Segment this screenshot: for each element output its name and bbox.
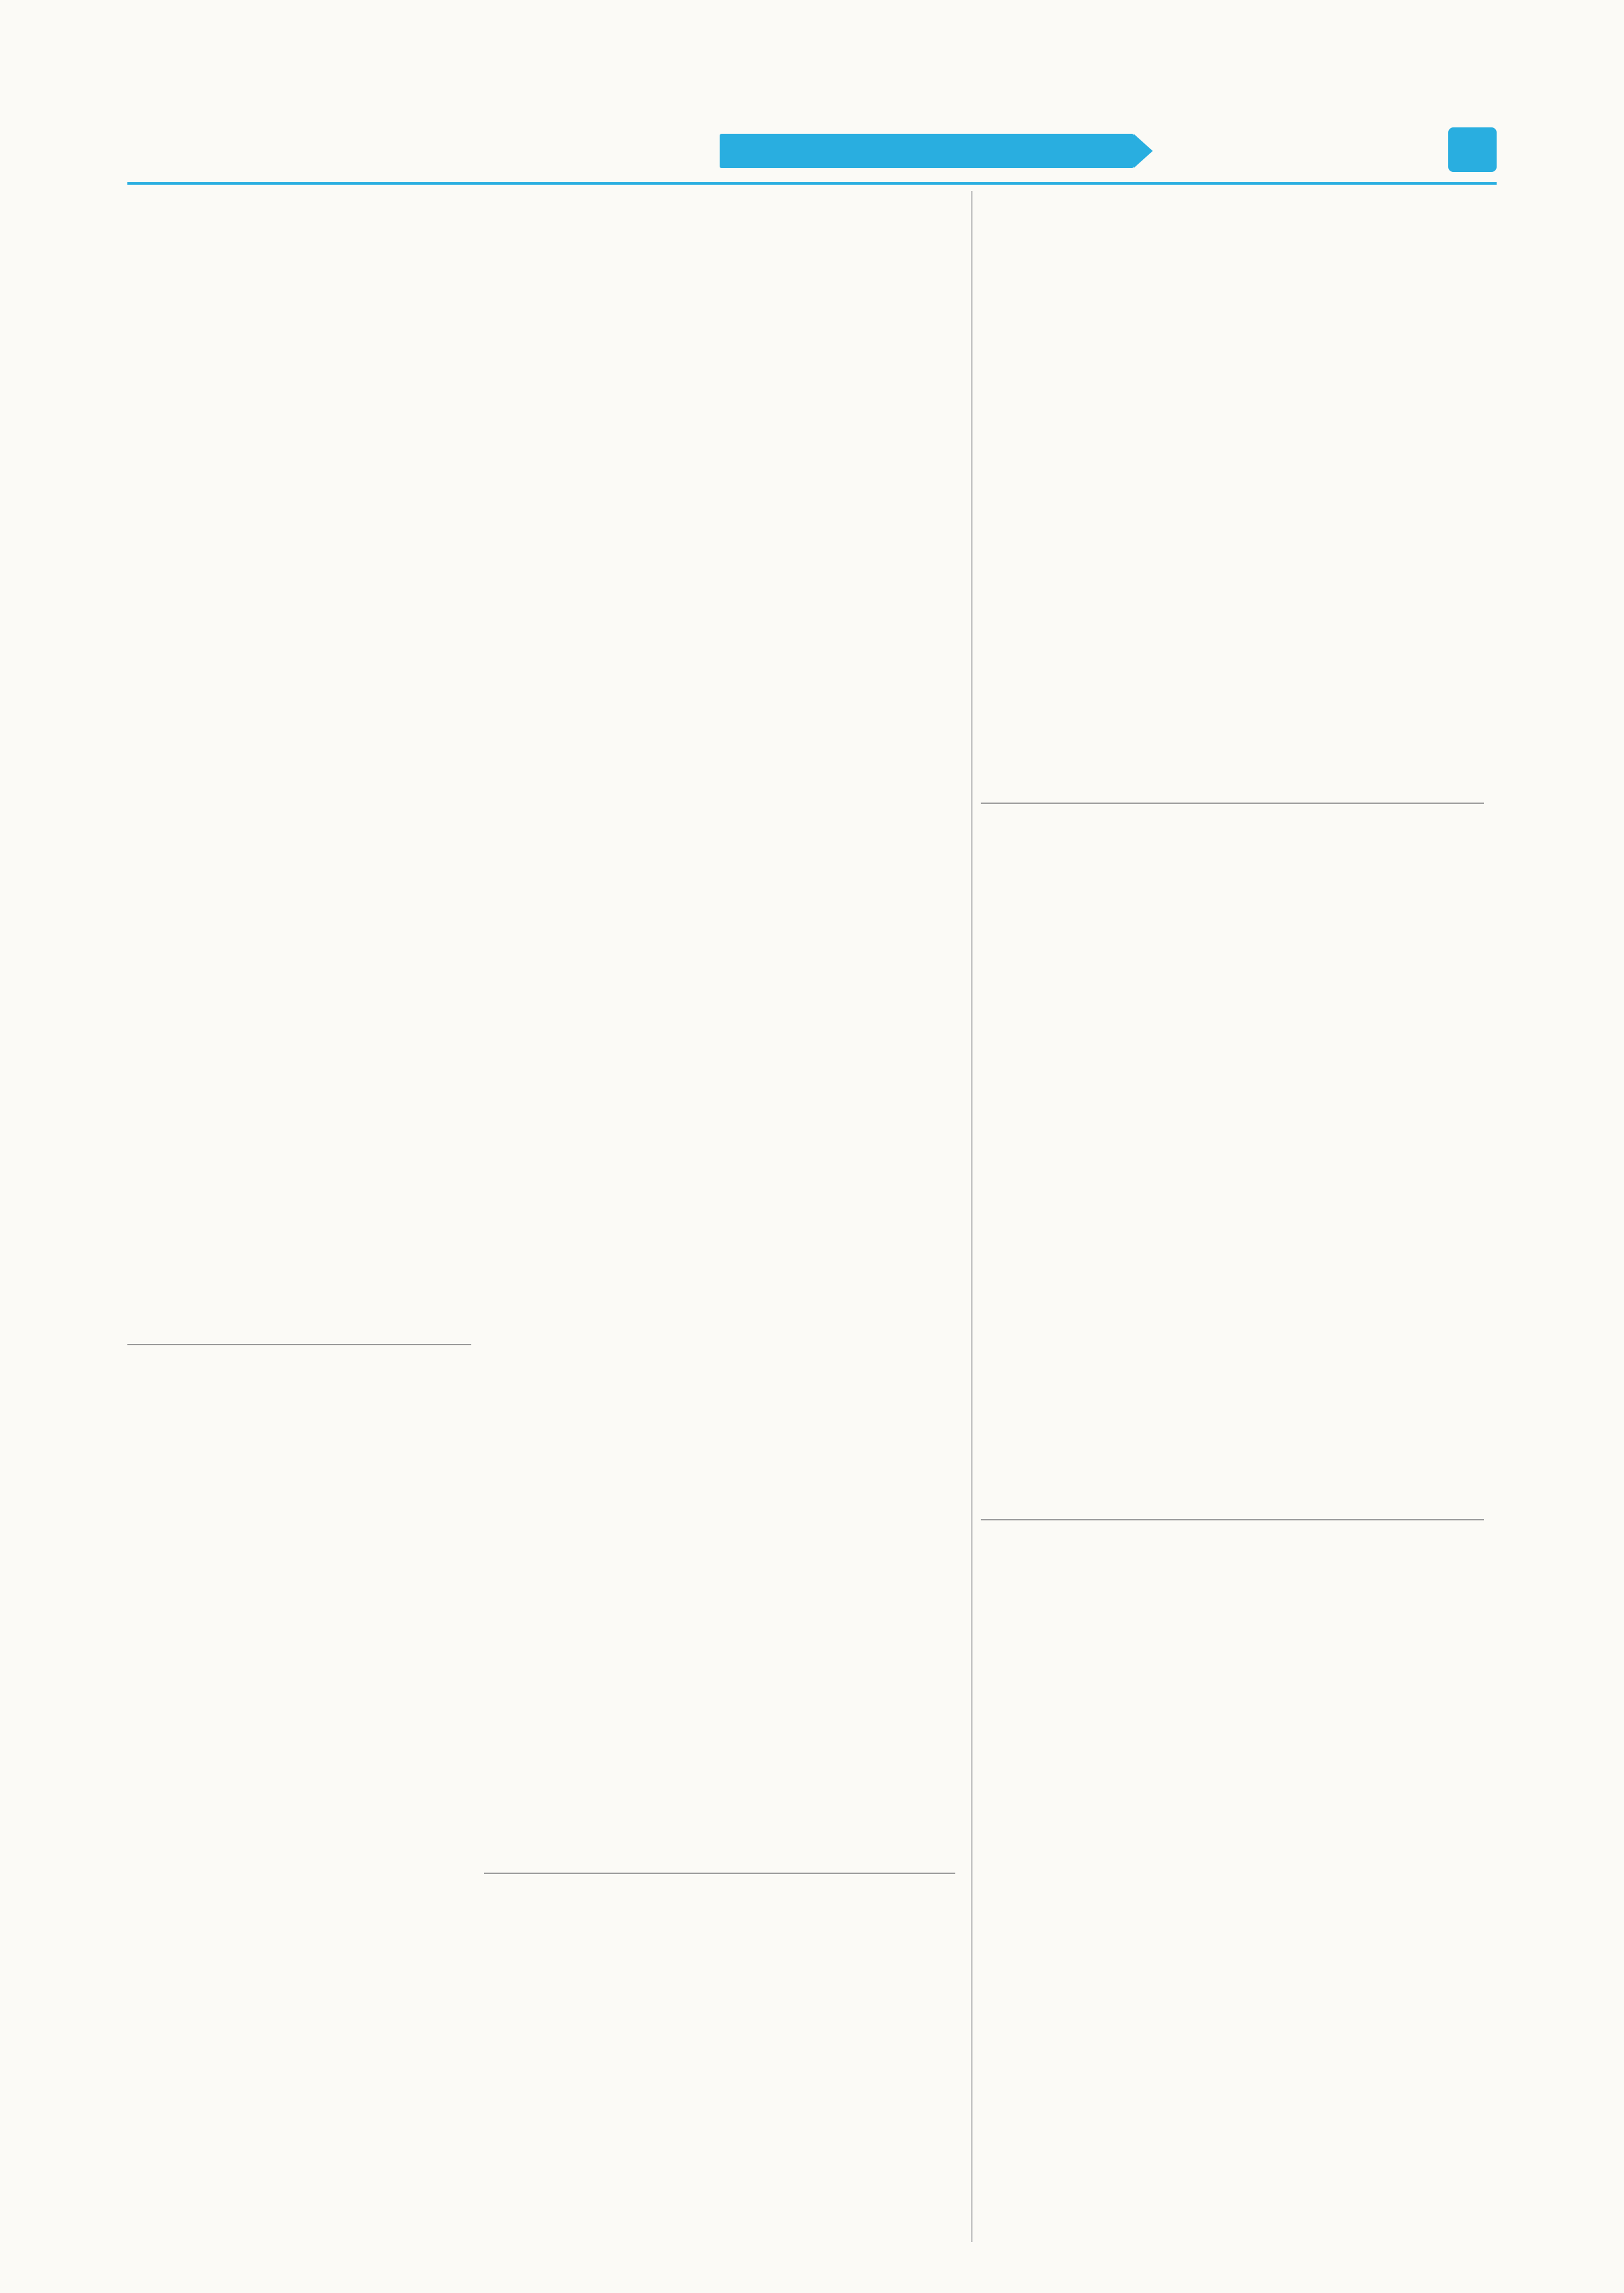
article-miyak [981, 1529, 1484, 2236]
article-dudiniya [484, 1882, 955, 2239]
bhaona-lower-column-1 [127, 911, 394, 1338]
samiti-column-2 [1241, 261, 1484, 790]
congress-cont-column-1 [484, 1618, 711, 1866]
manipur-column-1 [981, 879, 1224, 1506]
article-samiti [981, 191, 1484, 796]
section-tab [720, 134, 1134, 168]
bhaona-column-3 [695, 261, 962, 898]
column-divider [971, 191, 972, 2242]
gourav-column-2 [308, 1475, 471, 2232]
divider [127, 1344, 471, 1345]
article-congress [484, 1153, 955, 1611]
miyak-column-1 [981, 1596, 1224, 2229]
divider [981, 803, 1484, 804]
article-bhaona [127, 191, 962, 904]
bhaona-column-1 [127, 261, 394, 898]
bhaona-column-2 [411, 261, 678, 898]
congress-cont-column-2 [728, 1618, 955, 1866]
headline-bhaona[interactable] [127, 191, 962, 248]
congress-column-2 [728, 1268, 955, 1605]
dudiniya-column-1 [484, 1939, 711, 2232]
article-congress-cont [484, 1618, 955, 1866]
manipur-column-2 [1241, 879, 1484, 1506]
samiti-column-1 [981, 261, 1224, 790]
divider [484, 1873, 955, 1874]
header-rule [127, 182, 1497, 185]
masthead [127, 127, 1497, 177]
divider [981, 1519, 1484, 1520]
section-arrow-icon [1134, 134, 1153, 168]
miyak-column-2 [1241, 1596, 1484, 2229]
gourav-column-1 [127, 1475, 291, 2232]
article-manipur [981, 812, 1484, 1513]
dudiniya-column-2 [728, 1939, 955, 2232]
congress-column-1 [484, 1268, 711, 1605]
article-gourav [127, 1354, 471, 2239]
page-number [1448, 127, 1497, 172]
